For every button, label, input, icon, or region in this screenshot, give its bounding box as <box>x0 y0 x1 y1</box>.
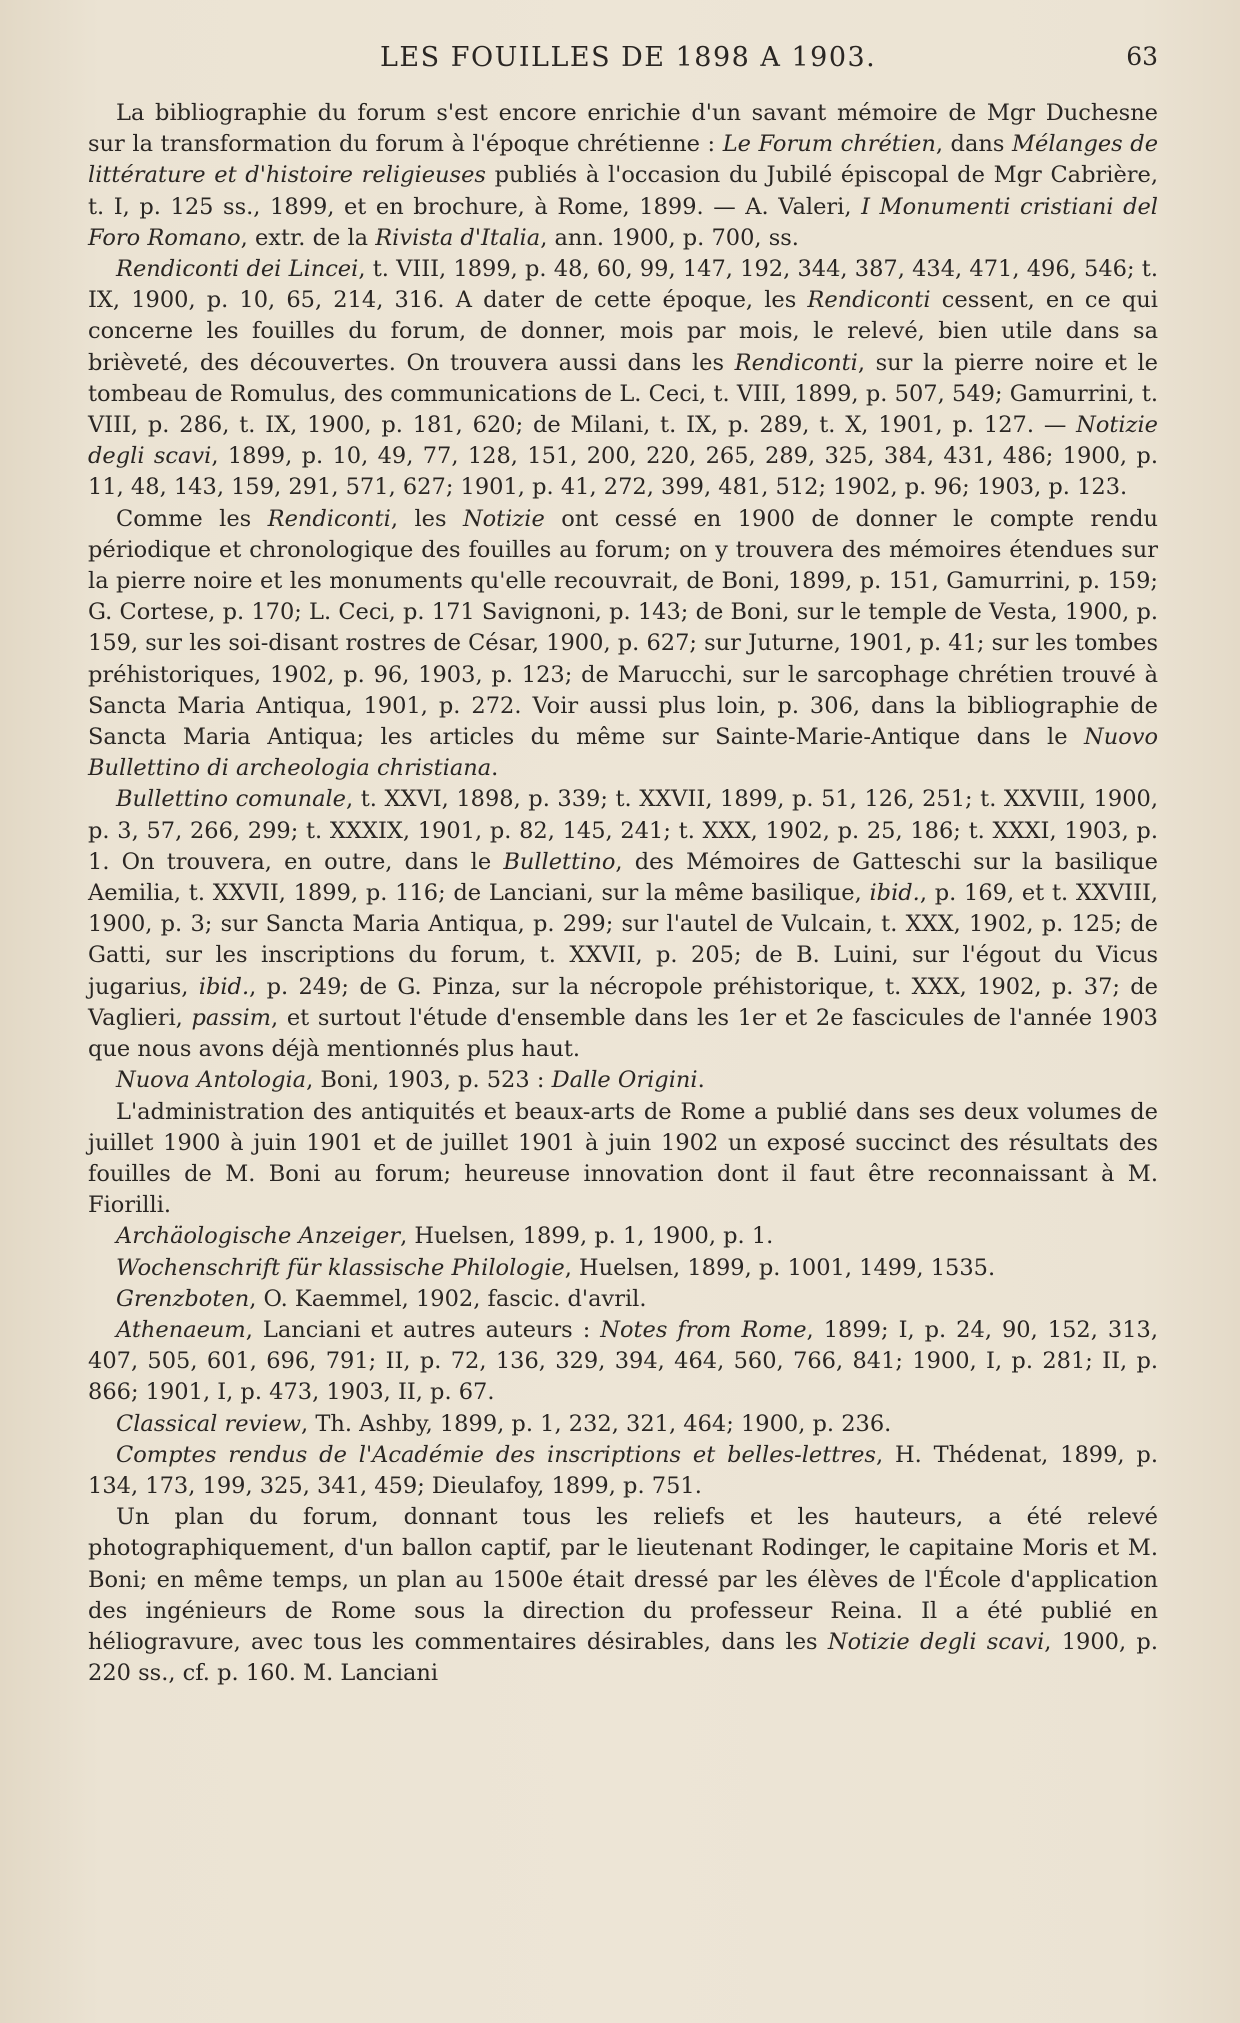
paragraph <box>88 1065 1158 1096</box>
text-run: , Th. Ashby, 1899, p. 1, 232, 321, 464; 1900, p. 236. <box>301 1410 892 1437</box>
italic-title: passim <box>191 1004 271 1031</box>
text-run: , des Mémoires de Gatteschi sur la basilique Aemilia, t. XXVII, 1899, p. 116; de Lanciani, sur la même basilique, <box>88 848 1158 907</box>
italic-title: Nuovo Bullettino di archeologia christiana <box>88 724 1158 782</box>
text-run: , les <box>390 505 463 532</box>
paragraph <box>88 254 1158 504</box>
text-run: , dans <box>935 131 1012 158</box>
paragraph <box>88 784 1158 1065</box>
italic-title: Notes from Rome <box>600 1316 807 1343</box>
italic-title: Rivista d'Italia <box>375 224 541 251</box>
text-run: , Lanciani et autres auteurs : <box>245 1316 601 1343</box>
italic-title: Classical review <box>116 1410 302 1437</box>
paragraph <box>88 1253 1158 1284</box>
paragraph <box>88 504 1158 785</box>
text-run: ont cessé en 1900 de donner le compte rendu périodique et chronologique des fouilles au forum; on y trouvera des mémoires étendues sur la pierre noire et les monuments qu'elle recouvrait, de Boni, 1899, p. 151, Gamurrini, p. 159; G. Cortese, p. 170; L. Ceci, p. 171 Savignoni, p. 143; de Boni, sur le temple de Vesta, 1900, p. 159, sur les soi-disant rostres de César, 1900, p. 627; sur Juturne, 1901, p. 41; sur les tombes préhistoriques, 1902, p. 96, 1903, p. 123; de Marucchi, sur le sarcophage chrétien trouvé à Sancta Maria Antiqua, 1901, p. 272. Voir aussi plus loin, p. 306, dans la bibliographie de Sancta Maria Antiqua; les articles du même sur Sainte-Marie-Antique dans le <box>88 505 1158 751</box>
body-text <box>88 98 1158 1689</box>
italic-title: Bullettino comunale <box>116 786 346 813</box>
italic-title: Notizie <box>462 505 545 532</box>
italic-title: Rendiconti dei Lincei <box>116 256 359 283</box>
italic-title: Wochenschrift für klassische Philologie <box>116 1254 565 1281</box>
page-number: 63 <box>1126 42 1158 71</box>
italic-title: Grenzboten <box>116 1285 250 1312</box>
text-run: , sur la pierre noire et le tombeau de Romulus, des communications de L. Ceci, t. VIII, 1899, p. 507, 549; Gamurrini, t. VIII, p. 286, t. IX, 1900, p. 181, 620; de Milani, t. IX, p. 289, t. X, 1901, p. 127. — <box>88 349 1158 439</box>
paragraph <box>88 1097 1158 1222</box>
italic-title: Archäologische Anzeiger <box>116 1223 401 1250</box>
text-run: , O. Kaemmel, 1902, fascic. d'avril. <box>249 1285 647 1312</box>
italic-title: Rendiconti <box>734 349 858 376</box>
text-run: , p. 249; de G. Pinza, sur la nécropole préhistorique, t. XXX, 1902, p. 37; de Vaglieri, <box>88 973 1159 1031</box>
paragraph <box>88 1502 1158 1689</box>
italic-title: Notizie degli scavi <box>827 1628 1045 1655</box>
running-title: LES FOUILLES DE 1898 A 1903. <box>380 42 877 73</box>
italic-title: I Monumenti cristiani del Foro Romano <box>88 193 1158 251</box>
text-run: , H. Thédenat, 1899, p. 134, 173, 199, 325, 341, 459; Dieulafoy, 1899, p. 751. <box>88 1441 1158 1499</box>
italic-title: ibid. <box>869 880 920 907</box>
italic-title: Le Forum chrétien <box>722 131 936 158</box>
text-run: , et surtout l'étude d'ensemble dans les 1er et 2e fascicules de l'année 1903 que nous avons déjà mentionnés plus haut. <box>88 1004 1158 1063</box>
paragraph <box>88 1440 1158 1502</box>
text-run: , 1899; I, p. 24, 90, 152, 313, 407, 505, 601, 696, 791; II, p. 72, 136, 329, 394, 464, 560, 766, 841; 1900, I, p. 281; II, p. 866; 1901, I, p. 473, 1903, II, p. 67. <box>88 1316 1158 1406</box>
text-run: , ann. 1900, p. 700, ss. <box>540 224 799 251</box>
italic-title: Bullettino <box>503 848 616 875</box>
text-run: , extr. de la <box>240 224 376 251</box>
text-run: . <box>697 1067 705 1094</box>
text-run: publiés à l'occasion du Jubilé épiscopal de Mgr Cabrière, t. I, p. 125 ss., 1899, et en brochure, à Rome, 1899. — A. Valeri, <box>88 162 1158 220</box>
paragraph <box>88 98 1158 254</box>
text-run: La bibliographie du forum s'est encore enrichie d'un savant mémoire de Mgr Duchesne sur la transformation du forum à l'époque chrétienne : <box>88 100 1158 158</box>
italic-title: Dalle Origini <box>551 1067 698 1094</box>
italic-title: Mélanges de littérature et d'histoire religieuses <box>88 131 1159 189</box>
page-header <box>0 42 1240 82</box>
text-run: , 1900, p. 220 ss., cf. p. 160. M. Lanciani <box>88 1628 1158 1687</box>
text-run: , Huelsen, 1899, p. 1001, 1499, 1535. <box>564 1254 996 1281</box>
paragraph <box>88 1409 1158 1440</box>
italic-title: Comptes rendus de l'Académie des inscriptions et belles-lettres <box>116 1441 876 1468</box>
paragraph <box>88 1284 1158 1315</box>
italic-title: Nuova Antologia <box>116 1067 307 1094</box>
italic-title: Athenaeum <box>116 1316 246 1343</box>
text-run: , t. VIII, 1899, p. 48, 60, 99, 147, 192, 344, 387, 434, 471, 496, 546; t. IX, 1900, p. 10, 65, 214, 316. A dater de cette époque, les <box>88 256 1158 314</box>
text-run: L'administration des antiquités et beaux-arts de Rome a publié dans ses deux volumes de juillet 1900 à juin 1901 et de juillet 1901 à juin 1902 un exposé succinct des résultats des fouilles de M. Boni au forum; heureuse innovation dont il faut être reconnaissant à M. Fiorilli. <box>88 1098 1158 1219</box>
text-run: . <box>491 755 499 782</box>
text-run: Comme les <box>116 505 268 532</box>
text-run: cessent, en ce qui concerne les fouilles du forum, de donner, mois par mois, le relevé, bien utile dans sa brièveté, des découvertes. On trouvera aussi dans les <box>88 287 1158 376</box>
italic-title: Rendiconti <box>267 505 391 532</box>
paragraph <box>88 1315 1158 1409</box>
italic-title: ibid. <box>198 973 250 1000</box>
text-run: Un plan du forum, donnant tous les reliefs et les hauteurs, a été relevé photographiquement, d'un ballon captif, par le lieutenant Rodinger, le capitaine Moris et M. Boni; en même temps, un plan au 1500e était dressé par les élèves de l'École d'application des ingénieurs de Rome sous la direction du professeur Reina. Il a été publié en héliogravure, avec tous les commentaires désirables, dans les <box>88 1504 1158 1655</box>
italic-title: Rendiconti <box>807 287 931 314</box>
italic-title: Notizie degli scavi <box>88 412 1158 470</box>
text-run: , Boni, 1903, p. 523 : <box>306 1067 552 1094</box>
text-run: , 1899, p. 10, 49, 77, 128, 151, 200, 220, 265, 289, 325, 384, 431, 486; 1900, p. 11, 48, 143, 159, 291, 571, 627; 1901, p. 41, 272, 399, 481, 512; 1902, p. 96; 1903, p. 123. <box>88 443 1158 501</box>
text-run: , Huelsen, 1899, p. 1, 1900, p. 1. <box>400 1223 774 1250</box>
text-run: , t. XXVI, 1898, p. 339; t. XXVII, 1899, p. 51, 126, 251; t. XXVIII, 1900, p. 3, 57, 266, 299; t. XXXIX, 1901, p. 82, 145, 241; t. XXX, 1902, p. 25, 186; t. XXXI, 1903, p. 1. On trouvera, en outre, dans le <box>88 786 1158 875</box>
paragraph <box>88 1221 1158 1252</box>
text-run: , p. 169, et t. XXVIII, 1900, p. 3; sur Sancta Maria Antiqua, p. 299; sur l'autel de Vulcain, t. XXX, 1902, p. 125; de Gatti, sur les inscriptions du forum, t. XXVII, p. 205; de B. Luini, sur l'égout du Vicus jugarius, <box>88 880 1159 1000</box>
